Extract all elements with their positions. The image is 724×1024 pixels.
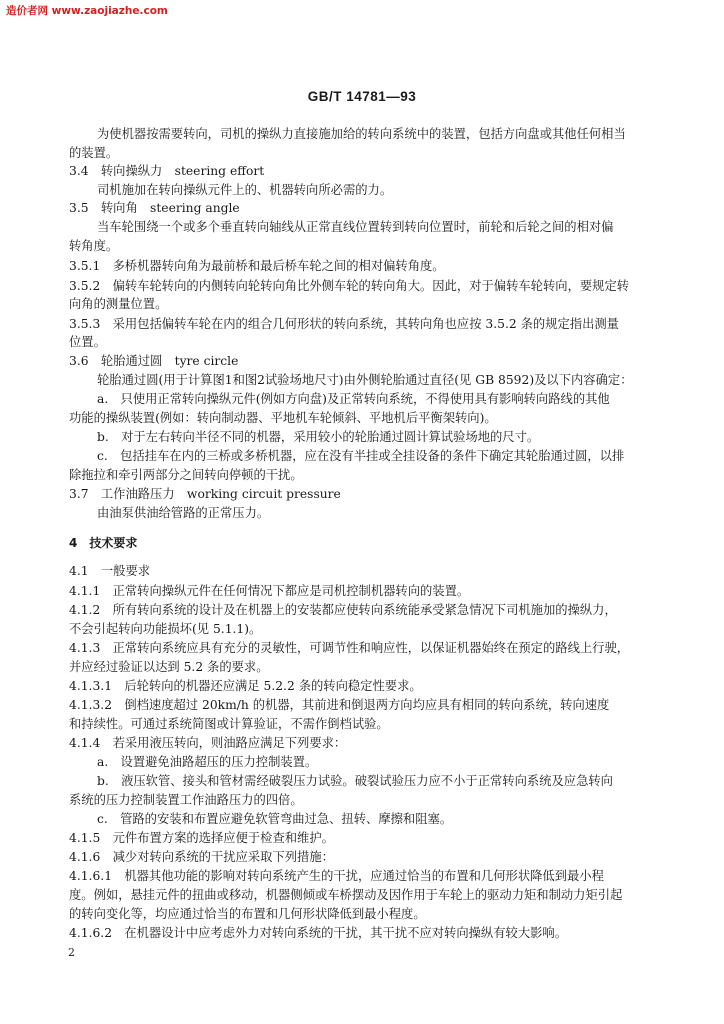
body-line: 和持续性。可通过系统简图或计算验证，不需作倒档试验。: [69, 717, 389, 731]
clause-4-1-4: 4.1.4 若采用液压转向，则油路应满足下列要求：: [69, 736, 347, 750]
clause-3-6: 3.6 轮胎通过圆 tyre circle: [69, 354, 239, 368]
section-4-heading: 4 技术要求: [69, 536, 138, 550]
item-c: c. 包括挂车在内的三桥或多桥机器，应在没有半挂或全挂设备的条件下确定其轮胎通过圆，以排: [97, 449, 625, 463]
clause-4-1-5: 4.1.5 元件布置方案的选择应便于检查和维护。: [69, 831, 334, 845]
item-b: b. 对于左右转向半径不同的机器，采用较小的轮胎通过圆计算试验场地的尺寸。: [97, 430, 540, 444]
clause-4-1-6-1: 4.1.6.1 机器其他功能的影响对转向系统产生的干扰，应通过恰当的布置和几何形状降低到最小程: [69, 869, 604, 883]
clause-3-4: 3.4 转向操纵力 steering effort: [69, 164, 265, 178]
body-line: 由油泵供油给管路的正常压力。: [97, 506, 270, 520]
body-line: 功能的操纵装置(例如：转向制动器、平地机车轮倾斜、平地机后平衡架转向)。: [69, 411, 497, 425]
body-line: 除拖拉和牵引两部分之间转向停顿的干扰。: [69, 468, 303, 482]
item-a: a. 只使用正常转向操纵元件(例如方向盘)及正常转向系统，不得使用具有影响转向路线的其他: [97, 392, 610, 406]
clause-4-1-3: 4.1.3 正常转向系统应具有充分的灵敏性，可调节性和响应性，以保证机器始终在预定的路线上行驶，: [69, 641, 630, 655]
clause-3-5-2: 3.5.2 偏转车轮转向的内侧转向轮转向角比外侧车轮的转向角大。因此，对于偏转车轮转向，要规定转: [69, 279, 630, 293]
clause-4-1-6-2: 4.1.6.2 在机器设计中应考虑外力对转向系统的干扰，其干扰不应对转向操纵有较大影响。: [69, 926, 568, 940]
page-number: 2: [68, 946, 75, 959]
clause-4-1-3-2: 4.1.3.2 倒档速度超过 20km/h 的机器，其前进和倒退两方向均应具有相同的转向系统，转向速度: [69, 698, 610, 712]
site-watermark: 造价者网 www.zaojiazhe.com: [6, 5, 168, 17]
body-line: 向角的测量位置。: [69, 297, 168, 311]
body-line: 并应经过验证以达到 5.2 条的要求。: [69, 660, 269, 674]
clause-4-1: 4.1 一般要求: [69, 564, 151, 578]
body-line: 不会引起转向功能损坏(见 5.1.1)。: [69, 622, 262, 636]
item-b: b. 液压软管、接头和管材需经破裂压力试验。破裂试验压力应不小于正常转向系统及应急转向: [97, 774, 613, 788]
body-line: 轮胎通过圆(用于计算图1和图2试验场地尺寸)由外侧轮胎通过直径(见 GB 8592)及以下内容确定：: [97, 373, 633, 387]
body-line: 系统的压力控制装置工作油路压力的四倍。: [69, 793, 303, 807]
clause-4-1-6: 4.1.6 减少对转向系统的干扰应采取下列措施：: [69, 850, 334, 864]
clause-4-1-1: 4.1.1 正常转向操纵元件在任何情况下都应是司机控制机器转向的装置。: [69, 584, 470, 598]
standard-header: GB/T 14781—93: [307, 89, 417, 104]
body-line: 当车轮围绕一个或多个垂直转向轴线从正常直线位置转到转向位置时，前轮和后轮之间的相对偏: [97, 220, 614, 234]
body-line: 司机施加在转向操纵元件上的、机器转向所必需的力。: [97, 183, 393, 197]
clause-4-1-2: 4.1.2 所有转向系统的设计及在机器上的安装都应使转向系统能承受紧急情况下司机施加的操纵力，: [69, 603, 617, 617]
clause-3-5-3: 3.5.3 采用包括偏转车轮在内的组合几何形状的转向系统，其转向角也应按 3.5.2 条的规定指出测量: [69, 317, 619, 331]
clause-3-5: 3.5 转向角 steering angle: [69, 201, 240, 215]
clause-4-1-3-1: 4.1.3.1 后轮转向的机器还应满足 5.2.2 条的转向稳定性要求。: [69, 679, 422, 693]
body-line: 的装置。: [69, 146, 119, 160]
clause-3-7: 3.7 工作油路压力 working circuit pressure: [69, 487, 341, 501]
item-c: c. 管路的安装和布置应避免软管弯曲过急、扭转、摩擦和阻塞。: [97, 812, 453, 826]
body-line: 的转向变化等，均应通过恰当的布置和几何形状降低到最小程度。: [69, 907, 426, 921]
clause-3-5-1: 3.5.1 多桥机器转向角为最前桥和最后桥车轮之间的相对偏转角度。: [69, 259, 445, 273]
body-line: 为使机器按需要转向，司机的操纵力直接施加给的转向系统中的装置，包括方向盘或其他任何相当: [97, 127, 626, 141]
body-line: 度。例如，悬挂元件的扭曲或移动，机器侧倾或车桥摆动及因作用于车轮上的驱动力矩和制动力矩引起: [69, 888, 623, 902]
body-line: 位置。: [69, 335, 106, 349]
item-a: a. 设置避免油路超压的压力控制装置。: [97, 755, 318, 769]
body-line: 转角度。: [69, 239, 119, 253]
